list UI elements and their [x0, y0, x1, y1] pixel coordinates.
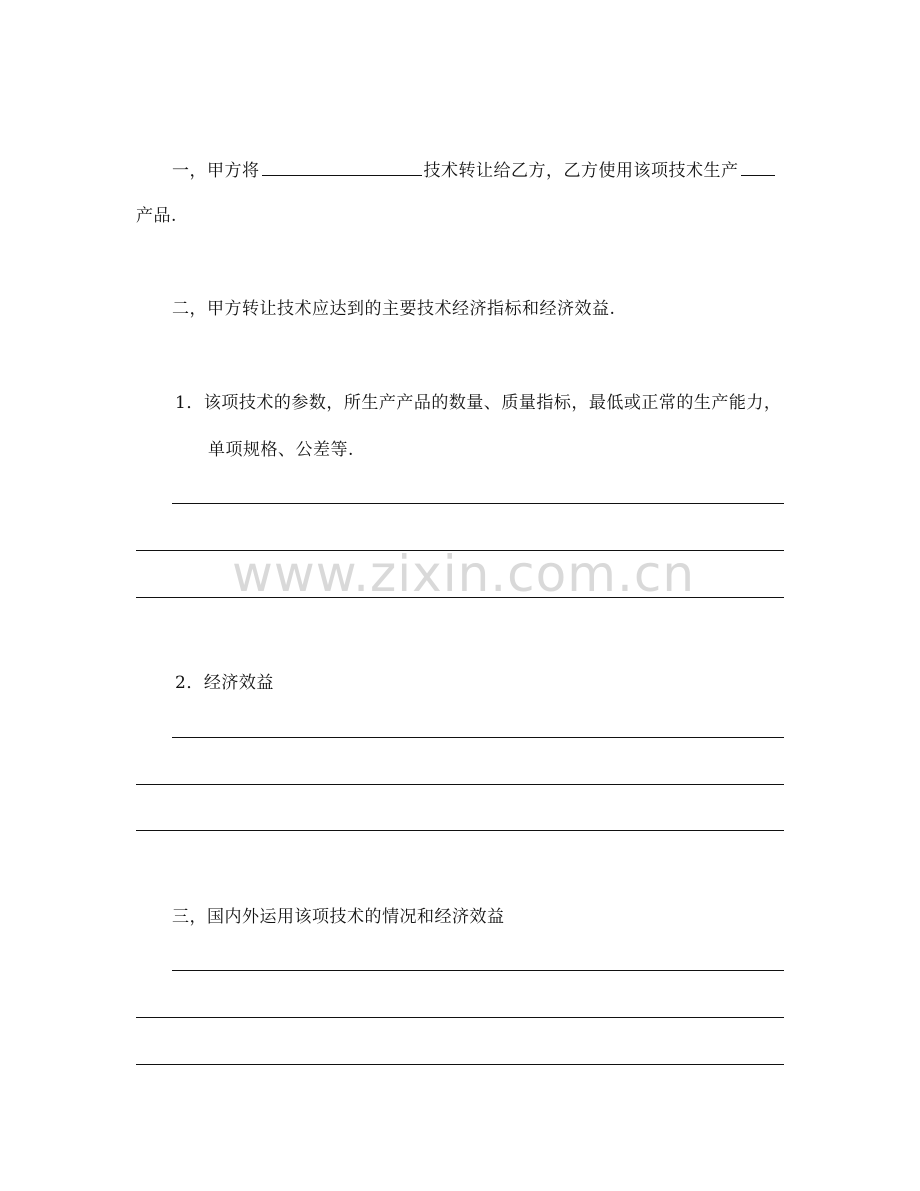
item-2-answer-line-3[interactable]: [136, 830, 784, 831]
clause-2-heading: 二，甲方转让技术应达到的主要技术经济指标和经济效益.: [172, 299, 616, 319]
item-2-answer-line-1[interactable]: [172, 737, 784, 738]
item-1-answer-line-1[interactable]: [172, 503, 784, 504]
technology-name-blank[interactable]: [262, 157, 422, 176]
clause-3-answer-line-1[interactable]: [172, 970, 784, 971]
clause-1-part-a: 一，甲方将: [172, 161, 260, 181]
item-1-answer-line-2[interactable]: [136, 550, 784, 551]
item-1-answer-line-3[interactable]: [136, 597, 784, 598]
clause-3-answer-line-3[interactable]: [136, 1064, 784, 1065]
item-1-line-1: 1．该项技术的参数，所生产产品的数量、质量指标，最低或正常的生产能力，: [175, 393, 782, 413]
clause-1-part-b: 技术转让给乙方，乙方使用该项技术生产: [423, 161, 739, 181]
item-2-answer-line-2[interactable]: [136, 784, 784, 785]
product-name-blank[interactable]: [741, 157, 775, 176]
clause-1-line-1: [172, 157, 777, 183]
clause-3-heading: 三，国内外运用该项技术的情况和经济效益: [172, 907, 505, 927]
watermark: www.zixin.com.cn: [232, 545, 696, 603]
item-1-line-2: 单项规格、公差等.: [208, 440, 354, 460]
item-2-heading: 2．经济效益: [175, 673, 274, 693]
clause-3-answer-line-2[interactable]: [136, 1017, 784, 1018]
clause-1-line-2: 产品.: [136, 206, 177, 226]
